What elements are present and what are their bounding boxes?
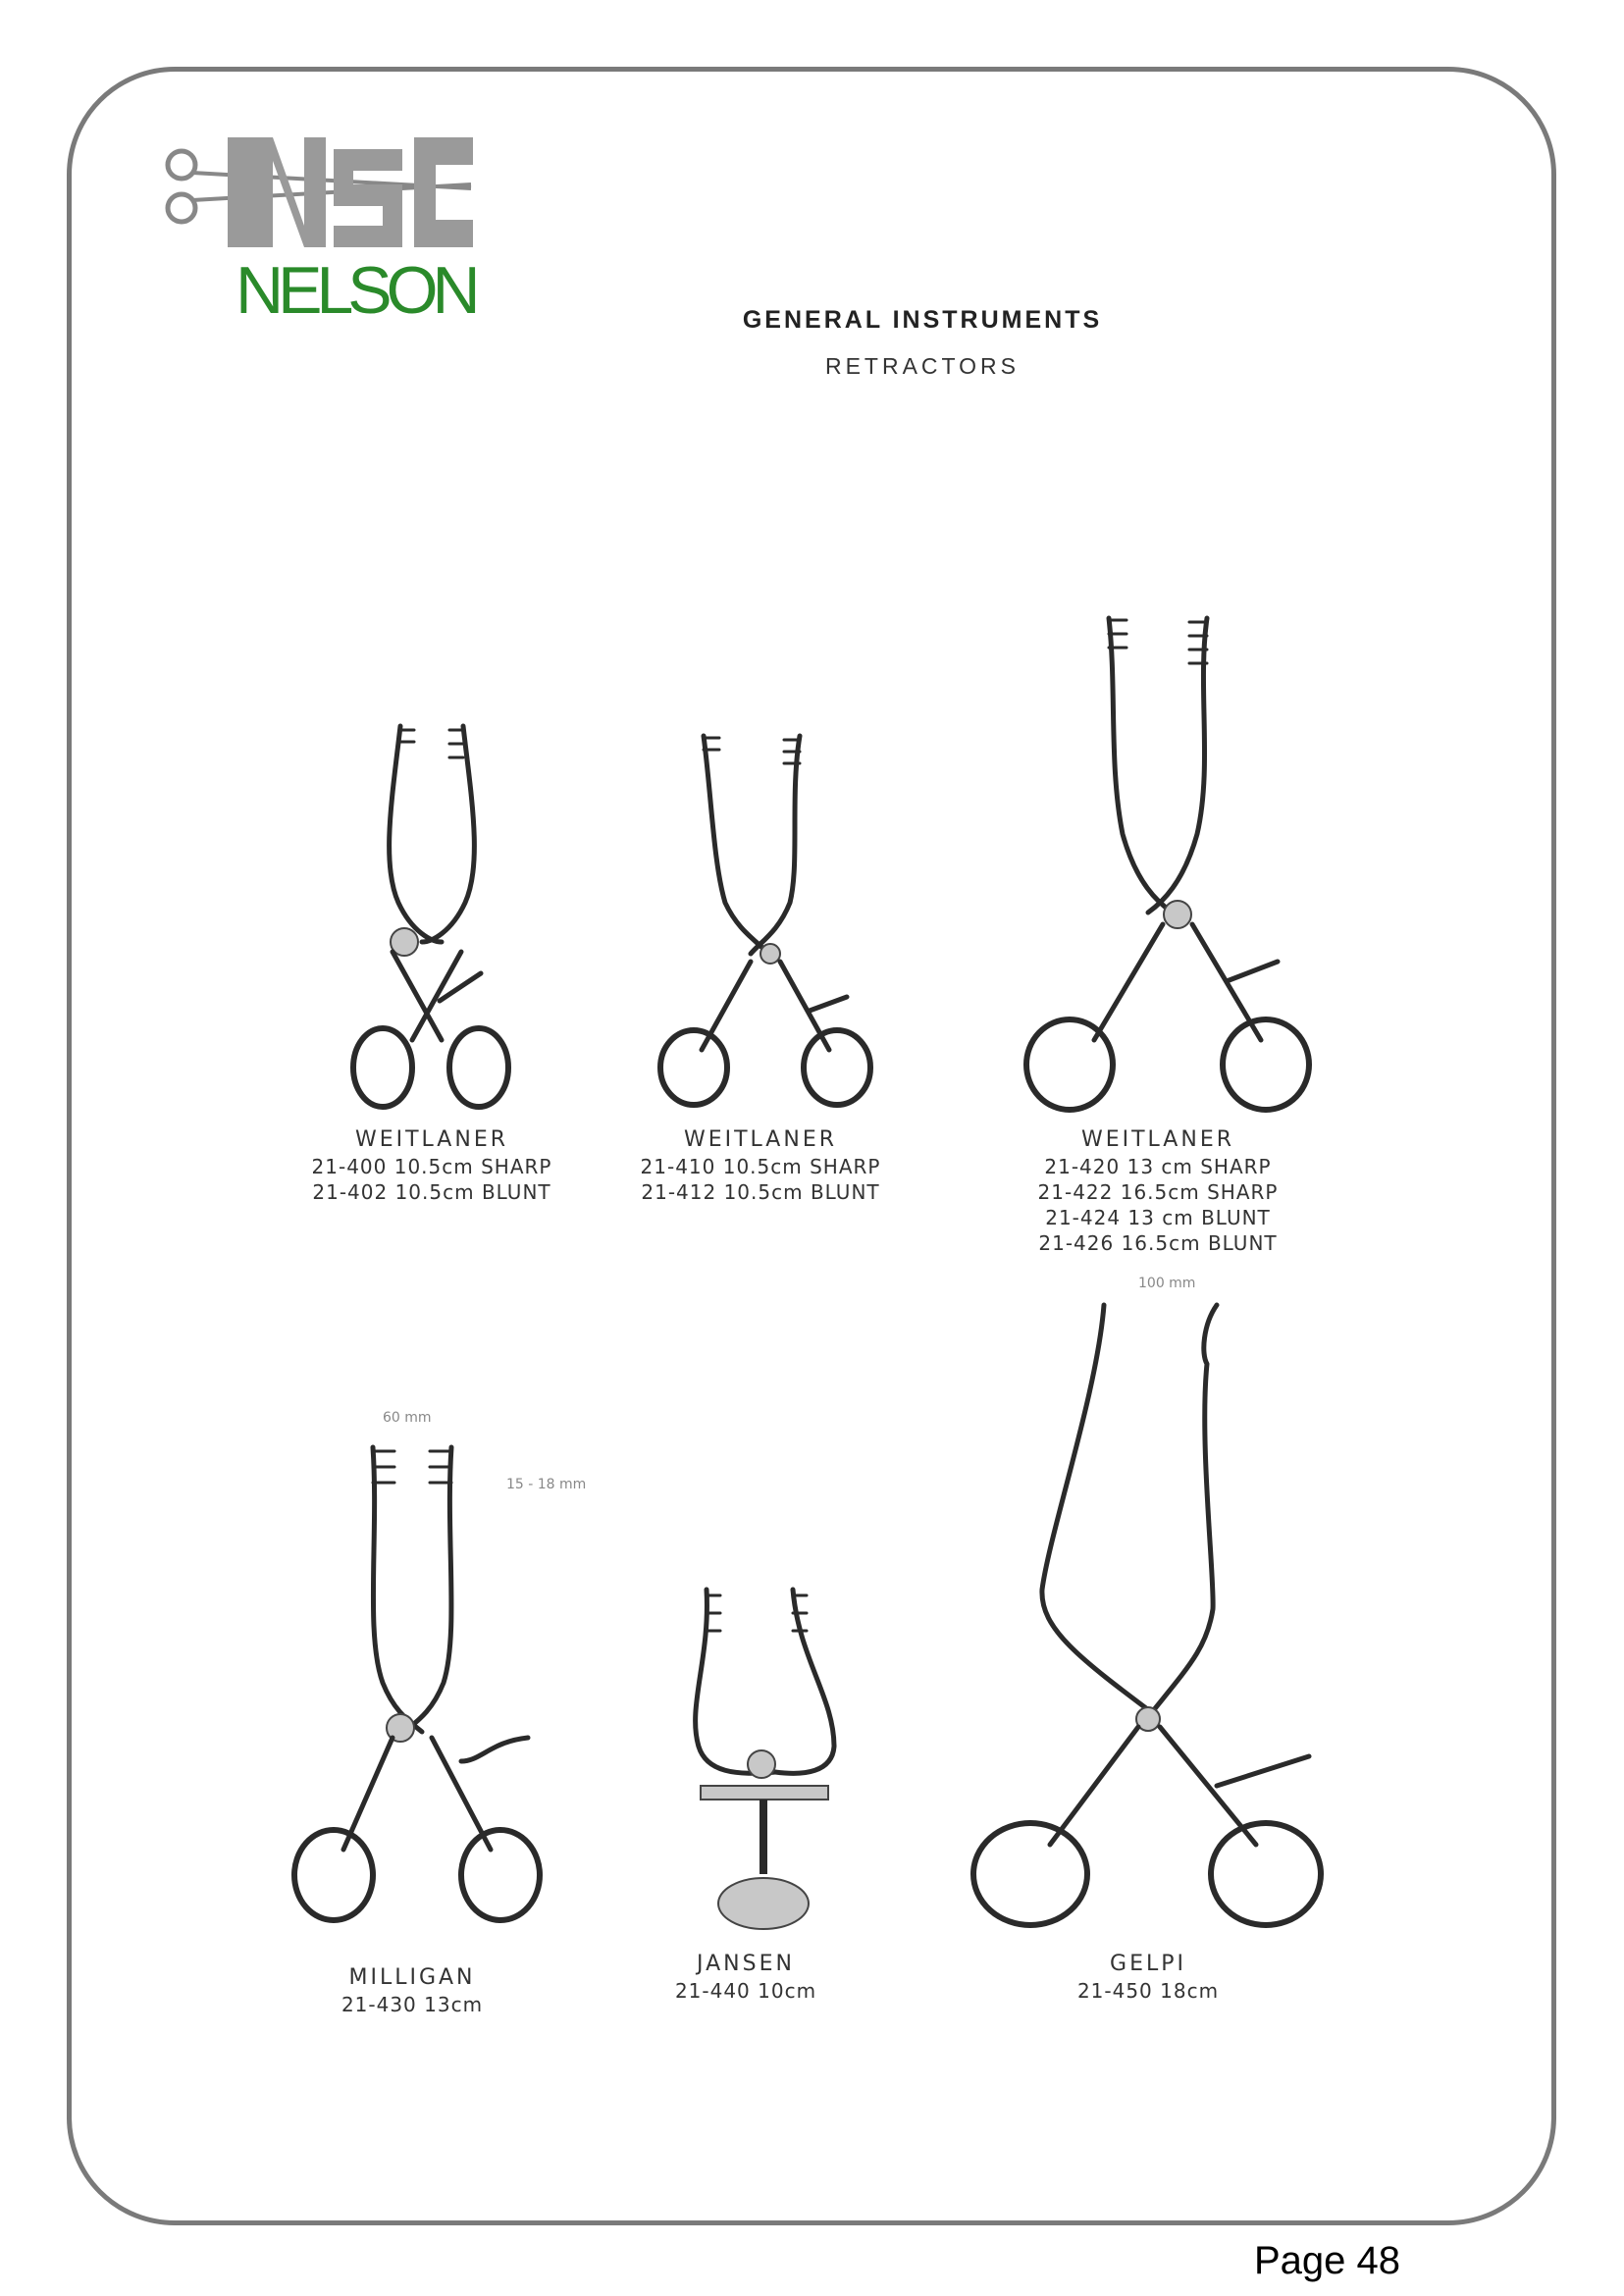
instrument-code: 21-422 16.5cm SHARP [1037,1180,1279,1204]
caption-gelpi [1001,1951,1295,2004]
weitlaner-retractor-icon [1001,608,1325,1119]
instrument-code: 21-420 13 cm SHARP [1044,1155,1272,1178]
instrument-weitlaner-3 [1001,608,1325,1119]
instrument-weitlaner-2 [643,726,888,1119]
instrument-code: 21-424 13 cm BLUNT [1045,1206,1271,1229]
caption-weitlaner-2 [613,1126,908,1205]
jansen-retractor-icon [667,1580,883,1933]
nsc-logo-icon [157,128,481,255]
instrument-jansen [667,1580,883,1933]
instrument-code: 21-426 16.5cm BLUNT [1038,1231,1278,1255]
brand-name: NELSON [236,253,475,328]
dimension-width-label: 60 mm [383,1410,432,1426]
instrument-code: 21-412 10.5cm BLUNT [641,1180,880,1204]
instrument-name: JANSEN [697,1952,795,1976]
caption-weitlaner-3 [1011,1126,1305,1256]
instrument-code: 21-440 10cm [674,1979,817,2003]
instrument-code: 21-430 13cm [341,1993,484,2016]
instrument-name: WEITLANER [354,1127,509,1152]
instrument-code: 21-410 10.5cm SHARP [640,1155,881,1178]
instrument-name: WEITLANER [683,1127,838,1152]
caption-jansen [599,1951,893,2004]
instrument-name: GELPI [1110,1952,1186,1976]
instrument-milligan [285,1437,559,1938]
instrument-code: 21-450 18cm [1076,1979,1220,2003]
instrument-code: 21-402 10.5cm BLUNT [312,1180,551,1204]
gelpi-retractor-icon [971,1295,1335,1943]
weitlaner-retractor-icon [643,726,888,1119]
weitlaner-retractor-icon [334,716,530,1119]
page-number: Page 48 [1254,2239,1401,2282]
caption-weitlaner-1 [285,1126,579,1205]
dimension-width-label: 100 mm [1138,1276,1196,1291]
caption-milligan [265,1964,559,2017]
page-title: GENERAL INSTRUMENTS [742,306,1103,334]
instrument-weitlaner-1 [334,716,530,1119]
instrument-code: 21-400 10.5cm SHARP [311,1155,552,1178]
instrument-name: WEITLANER [1080,1127,1235,1152]
dimension-depth-label: 15 - 18 mm [506,1477,587,1492]
milligan-retractor-icon [285,1437,559,1938]
page-subtitle: RETRACTORS [824,353,1021,379]
instrument-gelpi [971,1295,1335,1943]
instrument-name: MILLIGAN [348,1965,476,1990]
